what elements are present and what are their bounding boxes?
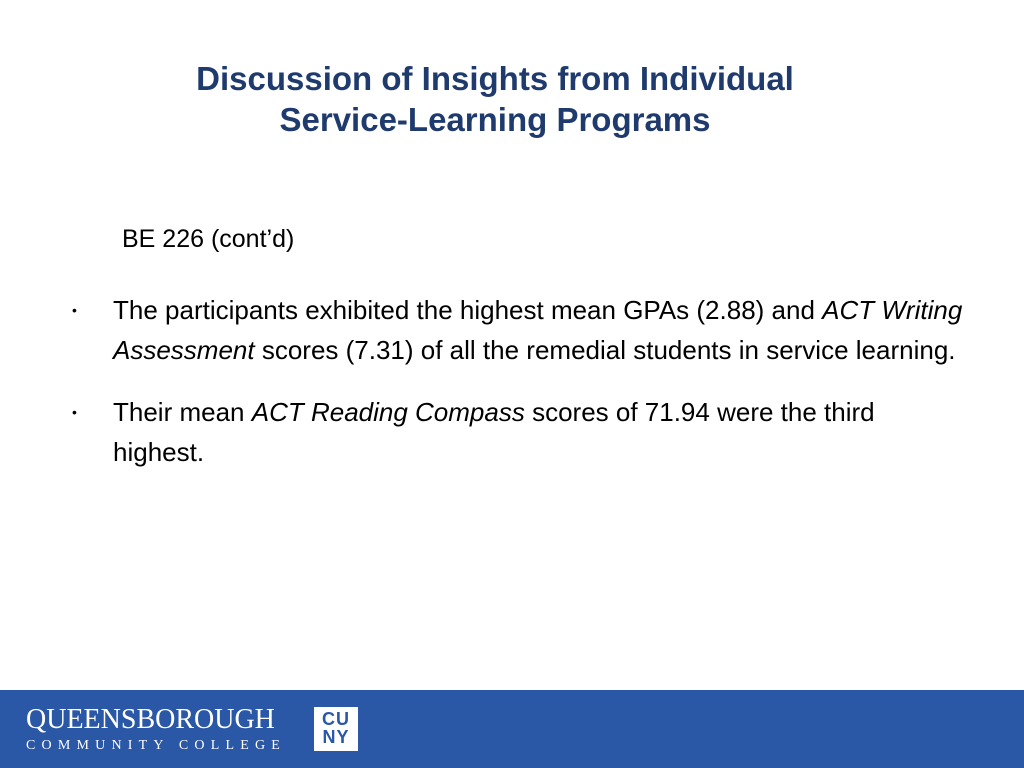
bullet-marker: •	[72, 302, 77, 318]
slide-title-line-2: Service-Learning Programs	[279, 101, 711, 138]
slide-title-line-1: Discussion of Insights from Individual	[196, 60, 794, 97]
bullet-text-italic: ACT Writing Assessment	[113, 295, 963, 365]
college-subtitle: COMMUNITY COLLEGE	[26, 738, 287, 753]
cuny-logo-bottom: NY	[322, 727, 350, 747]
college-name: QUEENSBOROUGH	[26, 704, 275, 735]
bullet-text: scores of 71.94 were the third highest.	[113, 397, 875, 467]
slide-title	[120, 58, 870, 140]
bullet-text-italic: ACT Reading Compass	[251, 397, 525, 427]
cuny-logo	[314, 707, 358, 751]
queensborough-logo	[26, 706, 286, 754]
bullet-list	[72, 290, 972, 494]
bullet-text: scores (7.31) of all the remedial students in service learning.	[254, 335, 956, 365]
bullet-item	[72, 392, 963, 472]
bullet-text: The participants exhibited the highest mean GPAs (2.88) and	[113, 295, 823, 325]
bullet-text: Their mean	[113, 397, 252, 427]
cuny-logo-top: CU	[322, 709, 350, 729]
bullet-item	[72, 290, 963, 370]
subheading: BE 226 (cont’d)	[122, 225, 295, 253]
footer-bar	[0, 690, 1024, 768]
bullet-marker: •	[72, 404, 77, 420]
